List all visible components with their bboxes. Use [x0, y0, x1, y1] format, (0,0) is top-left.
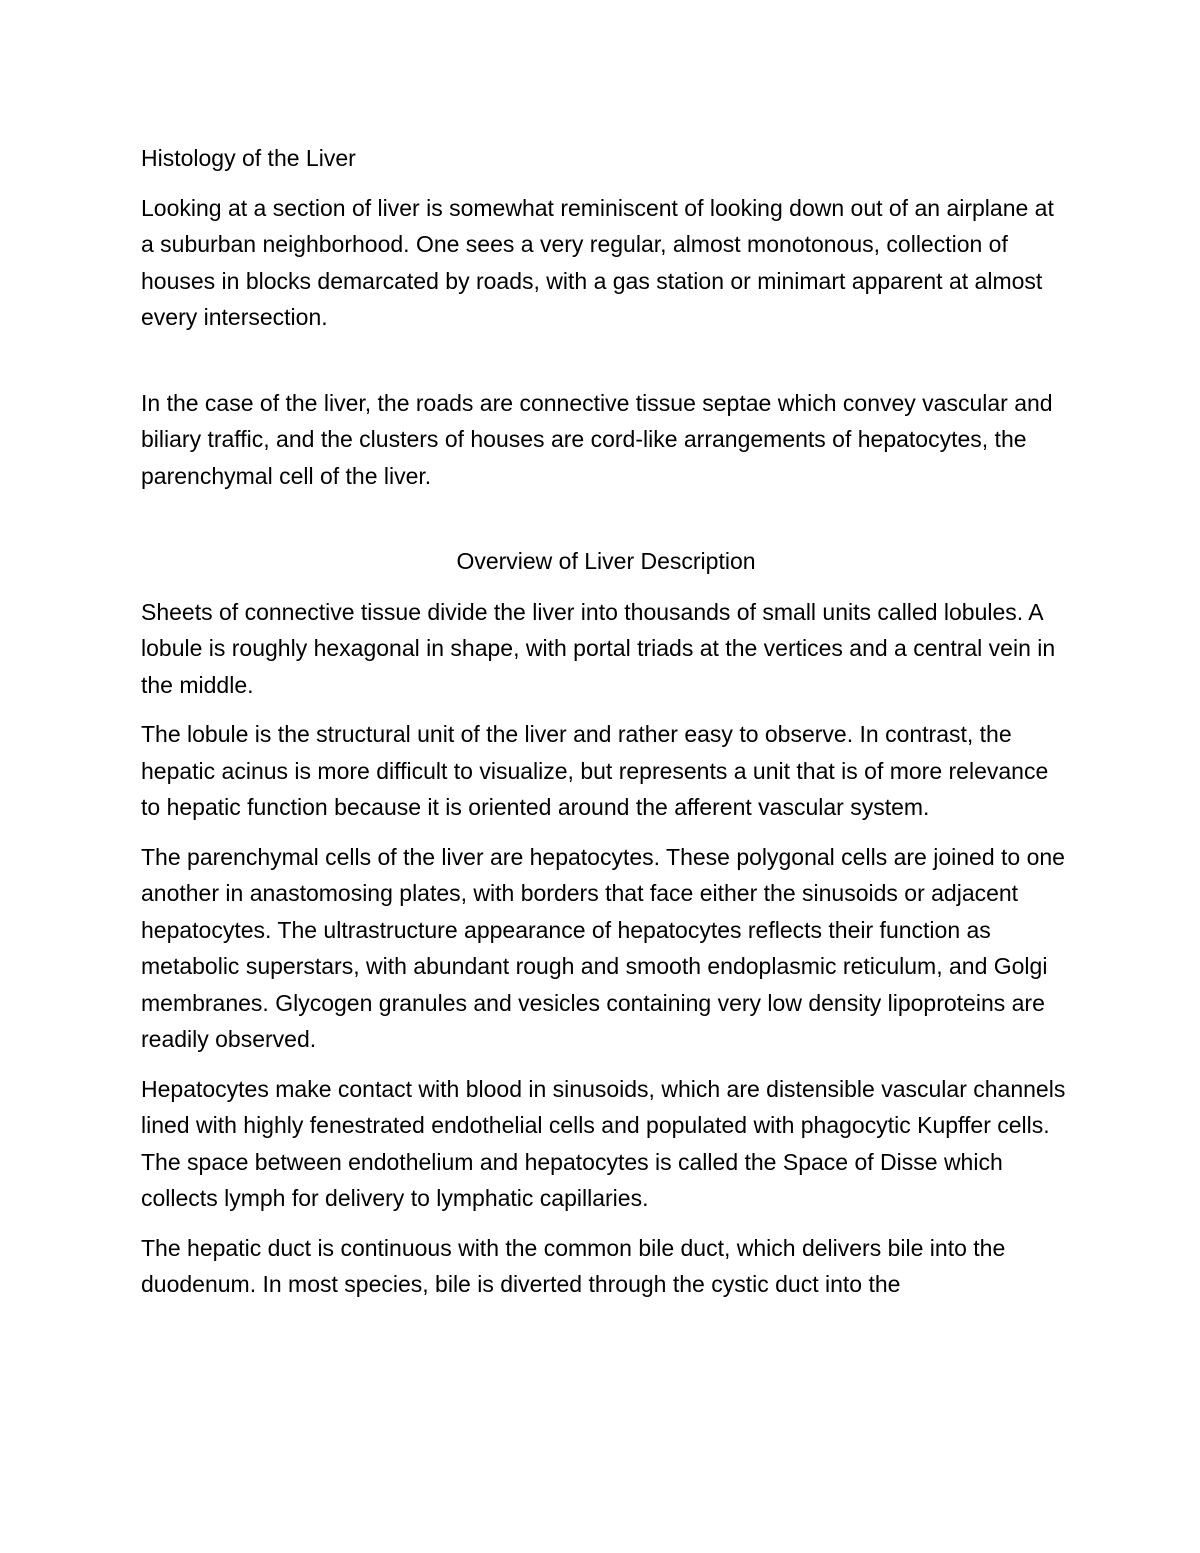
- section-paragraph-3: The parenchymal cells of the liver are hepatocytes. These polygonal cells are joined to one another in anastomosing plates, with borders that face either the sinusoids or adjacent hepatocytes. The ultrastructure appearance of hepatocytes reflects their function as metabolic superstars, with abundant rough and smooth endoplasmic reticulum, and Golgi membranes. Glycogen granules and vesicles containing very low density lipoproteins are readily observed.: [141, 843, 1065, 1052]
- intro-paragraph-2: In the case of the liver, the roads are connective tissue septae which convey vascular and biliary traffic, and the clusters of houses are cord-like arrangements of hepatocytes, the parenchymal cell of the liver.: [141, 389, 1053, 489]
- document-title: Histology of the Liver: [141, 145, 356, 171]
- section-title: Overview of Liver Description: [456, 548, 756, 574]
- section-paragraph-5: The hepatic duct is continuous with the common bile duct, which delivers bile into the duodenum. In most species, bile is diverted through the cystic duct into the: [141, 1234, 1006, 1297]
- intro-paragraph-1: Looking at a section of liver is somewhat reminiscent of looking down out of an airplane at a suburban neighborhood. One sees a very regular, almost monotonous, collection of houses in blocks demarcated by roads, with a gas station or minimart apparent at almost every intersection.: [141, 194, 1054, 330]
- section-paragraph-2: The lobule is the structural unit of the liver and rather easy to observe. In contrast, the hepatic acinus is more difficult to visualize, but represents a unit that is of more relevance to hepatic function because it is oriented around the afferent vascular system.: [141, 721, 1049, 820]
- section-paragraph-4: Hepatocytes make contact with blood in sinusoids, which are distensible vascular channels lined with highly fenestrated endothelial cells and populated with phagocytic Kupffer cells. The space between endothelium and hepatocytes is called the Space of Disse which collects lymph for delivery to lymphatic capillaries.: [141, 1075, 1066, 1211]
- document-body: [141, 140, 1071, 1316]
- section-paragraph-1: Sheets of connective tissue divide the liver into thousands of small units called lobules. A lobule is roughly hexagonal in shape, with portal triads at the vertices and a central vein in the middle.: [141, 598, 1056, 698]
